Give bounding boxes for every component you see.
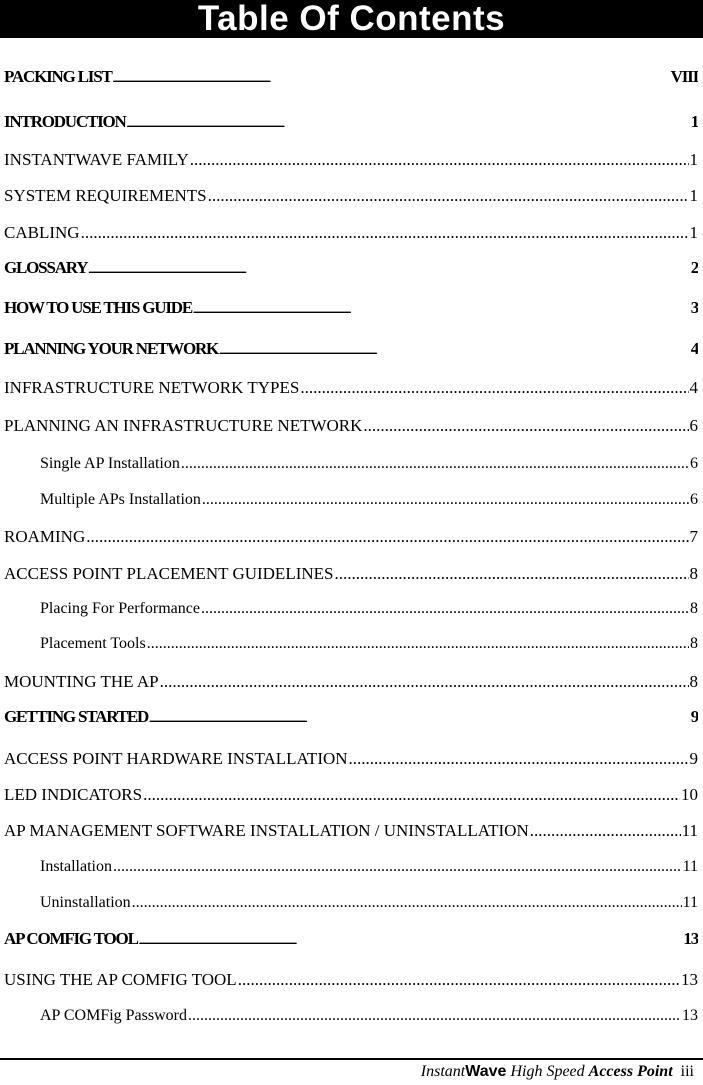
dot-leader xyxy=(190,150,689,170)
dot-leader xyxy=(160,672,689,692)
toc-label: INTRODUCTION xyxy=(4,112,126,131)
dot-leader xyxy=(530,821,681,841)
toc-page: 11 xyxy=(682,894,698,911)
toc-entry-software-installation[interactable] xyxy=(4,821,698,841)
toc-entry-installation[interactable] xyxy=(40,858,698,876)
toc-label: PLANNING AN INFRASTRUCTURE NETWORK xyxy=(4,416,363,435)
toc-page: 6 xyxy=(690,455,698,472)
dot-leader xyxy=(219,347,690,356)
footer-brand-wave: Wave xyxy=(465,1063,507,1080)
toc-page: 3 xyxy=(690,298,698,317)
dot-leader xyxy=(181,455,689,473)
dot-leader xyxy=(208,186,689,206)
toc-entry-introduction[interactable] xyxy=(4,112,698,132)
toc-entry-planning-your-network[interactable] xyxy=(4,339,698,359)
dot-leader xyxy=(300,378,688,398)
dot-leader xyxy=(113,75,670,84)
dot-leader xyxy=(193,306,690,315)
dot-leader xyxy=(81,223,689,243)
toc-entry-using-comfig-tool[interactable] xyxy=(4,970,698,990)
dot-leader xyxy=(334,564,688,584)
dot-leader xyxy=(139,937,683,946)
toc-page: 10 xyxy=(681,785,698,804)
dot-leader xyxy=(188,1007,681,1025)
toc-page: VIII xyxy=(670,67,698,86)
footer-product-middle: High Speed xyxy=(510,1063,585,1080)
dot-leader xyxy=(113,858,682,876)
toc-page: 1 xyxy=(689,223,698,242)
toc-label: INSTANTWAVE FAMILY xyxy=(4,150,189,169)
toc-label: MOUNTING THE AP xyxy=(4,672,159,691)
page-title: Table Of Contents xyxy=(0,0,703,38)
toc-label: Multiple APs Installation xyxy=(40,491,201,508)
toc-entry-hardware-installation[interactable] xyxy=(4,749,698,769)
page-footer xyxy=(421,1063,694,1081)
toc-entry-uninstallation[interactable] xyxy=(40,894,698,912)
toc-entry-placing-for-performance[interactable] xyxy=(40,600,698,618)
toc-label: Placing For Performance xyxy=(40,600,200,617)
toc-page: 2 xyxy=(690,258,698,277)
toc-label: ACCESS POINT PLACEMENT GUIDELINES xyxy=(4,564,334,583)
footer-product-end: Access Point xyxy=(588,1063,673,1080)
toc-entry-packing-list[interactable] xyxy=(4,67,698,87)
toc-entry-placement-tools[interactable] xyxy=(40,635,698,653)
toc-label: CABLING xyxy=(4,223,80,242)
dot-leader xyxy=(88,266,689,275)
dot-leader xyxy=(143,785,680,805)
toc-label: HOW TO USE THIS GUIDE xyxy=(4,298,193,317)
toc-label: PACKING LIST xyxy=(4,67,112,86)
toc-label: ACCESS POINT HARDWARE INSTALLATION xyxy=(4,749,348,768)
toc-entry-mounting-the-ap[interactable] xyxy=(4,672,698,692)
toc-label: LED INDICATORS xyxy=(4,785,143,804)
toc-label: GLOSSARY xyxy=(4,258,88,277)
dot-leader xyxy=(149,715,690,724)
toc-label: USING THE AP COMFIG TOOL xyxy=(4,970,237,989)
dot-leader xyxy=(202,491,689,509)
toc-page: 8 xyxy=(690,600,698,617)
toc-label: Placement Tools xyxy=(40,635,146,652)
toc-label: Single AP Installation xyxy=(40,455,180,472)
toc-page: 9 xyxy=(690,707,698,726)
toc-entry-multiple-aps[interactable] xyxy=(40,491,698,509)
toc-page: 11 xyxy=(682,858,698,875)
toc-label: ROAMING xyxy=(4,527,86,546)
footer-divider xyxy=(0,1058,703,1060)
footer-page-number: iii xyxy=(680,1063,694,1080)
toc-label: SYSTEM REQUIREMENTS xyxy=(4,186,207,205)
toc-entry-ap-comfig-tool[interactable] xyxy=(4,929,698,949)
toc-page: 1 xyxy=(690,112,698,131)
dot-leader xyxy=(201,600,689,618)
toc-entry-getting-started[interactable] xyxy=(4,707,698,727)
toc-page: 6 xyxy=(689,416,698,435)
toc-label: AP COMFIG TOOL xyxy=(4,929,138,948)
toc-page: 13 xyxy=(683,929,698,948)
toc-entry-cabling[interactable] xyxy=(4,223,698,243)
toc-entry-roaming[interactable] xyxy=(4,527,698,547)
toc-page: 8 xyxy=(689,564,698,583)
toc-entry-how-to-use[interactable] xyxy=(4,298,698,318)
toc-page: 1 xyxy=(689,150,698,169)
footer-brand-prefix: Instant xyxy=(420,1063,466,1080)
toc-page: 1 xyxy=(689,186,698,205)
toc-entry-led-indicators[interactable] xyxy=(4,785,698,805)
toc-page: 8 xyxy=(689,672,698,691)
dot-leader xyxy=(363,416,688,436)
toc-label: PLANNING YOUR NETWORK xyxy=(4,339,219,358)
dot-leader xyxy=(86,527,688,547)
toc-entry-single-ap[interactable] xyxy=(40,455,698,473)
toc-entry-instantwave-family[interactable] xyxy=(4,150,698,170)
toc-entry-planning-infrastructure[interactable] xyxy=(4,416,698,436)
toc-entry-placement-guidelines[interactable] xyxy=(4,564,698,584)
toc-entry-comfig-password[interactable] xyxy=(40,1007,698,1025)
toc-page: 13 xyxy=(681,970,698,989)
toc-page: 11 xyxy=(681,821,698,840)
toc-page: 4 xyxy=(690,339,698,358)
toc-label: GETTING STARTED xyxy=(4,707,149,726)
toc-label: AP COMFig Password xyxy=(40,1007,187,1024)
dot-leader xyxy=(349,749,689,769)
toc-page: 13 xyxy=(682,1007,698,1024)
toc-page: 8 xyxy=(690,635,698,652)
toc-entry-infrastructure-network-types[interactable] xyxy=(4,378,698,398)
toc-entry-glossary[interactable] xyxy=(4,258,698,278)
toc-entry-system-requirements[interactable] xyxy=(4,186,698,206)
toc-label: INFRASTRUCTURE NETWORK TYPES xyxy=(4,378,300,397)
dot-leader xyxy=(132,894,682,912)
toc-label: Installation xyxy=(40,858,112,875)
toc-page: 9 xyxy=(689,749,698,768)
toc-page: 6 xyxy=(690,491,698,508)
toc-page: 7 xyxy=(689,527,698,546)
dot-leader xyxy=(127,120,690,129)
dot-leader xyxy=(238,970,680,990)
toc-label: Uninstallation xyxy=(40,894,131,911)
toc-label: AP MANAGEMENT SOFTWARE INSTALLATION / UNINSTALLATION xyxy=(4,821,529,840)
toc-page: 4 xyxy=(689,378,698,397)
dot-leader xyxy=(147,635,689,653)
